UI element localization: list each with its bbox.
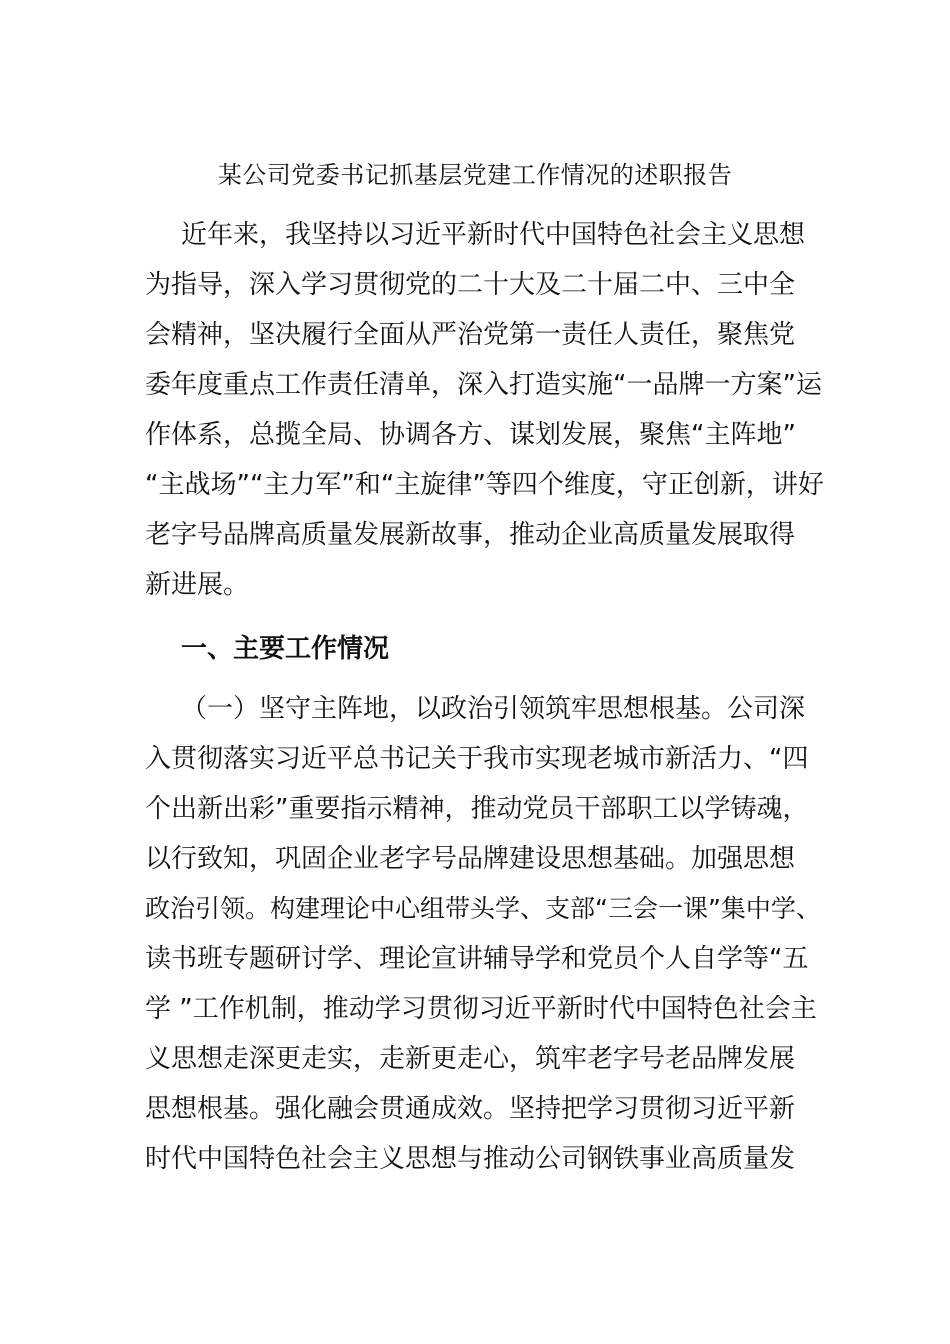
- paragraph-line: 学 ”工作机制，推动学习贯彻习近平新时代中国特色社会主: [145, 994, 817, 1024]
- paragraph-line: 时代中国特色社会主义思想与推动公司钢铁事业高质量发: [145, 1144, 796, 1174]
- section-heading: 一、主要工作情况: [181, 634, 390, 664]
- paragraph-line: 会精神，坚决履行全面从严治党第一责任人责任，聚焦党: [145, 320, 796, 350]
- paragraph-line: （一）坚守主阵地，以政治引领筑牢思想根基。公司深: [181, 694, 806, 724]
- paragraph-line: 老字号品牌高质量发展新故事，推动企业高质量发展取得: [145, 520, 796, 550]
- paragraph-line: 新进展。: [145, 570, 250, 600]
- document-title: 某公司党委书记抓基层党建工作情况的述职报告: [217, 161, 733, 189]
- section1-paragraph: [145, 684, 825, 1184]
- paragraph-line: 入贯彻落实习近平总书记关于我市实现老城市新活力、“四: [145, 744, 809, 774]
- paragraph-line: 为指导，深入学习贯彻党的二十大及二十届二中、三中全: [145, 270, 796, 300]
- paragraph-line: 个出新出彩”重要指示精神，推动党员干部职工以学铸魂，: [145, 794, 809, 824]
- paragraph-line: 读书班专题研讨学、理论宣讲辅导学和党员个人自学等“五: [145, 944, 809, 974]
- intro-paragraph: [145, 210, 825, 610]
- paragraph-line: 近年来，我坚持以习近平新时代中国特色社会主义思想: [181, 220, 806, 250]
- paragraph-line: 以行致知，巩固企业老字号品牌建设思想基础。加强思想: [145, 844, 796, 874]
- paragraph-line: 政治引领。构建理论中心组带头学、支部“三会一课”集中学、: [145, 894, 821, 923]
- paragraph-line: 义思想走深更走实，走新更走心，筑牢老字号老品牌发展: [145, 1044, 796, 1074]
- paragraph-line: 思想根基。强化融会贯通成效。坚持把学习贯彻习近平新: [145, 1094, 796, 1124]
- paragraph-line: 作体系，总揽全局、协调各方、谋划发展，聚焦“主阵地”: [145, 420, 796, 450]
- paragraph-line: “主战场”“主力军”和“主旋律”等四个维度，守正创新，讲好: [145, 470, 824, 500]
- paragraph-line: 委年度重点工作责任清单，深入打造实施“一品牌一方案”运: [145, 370, 822, 400]
